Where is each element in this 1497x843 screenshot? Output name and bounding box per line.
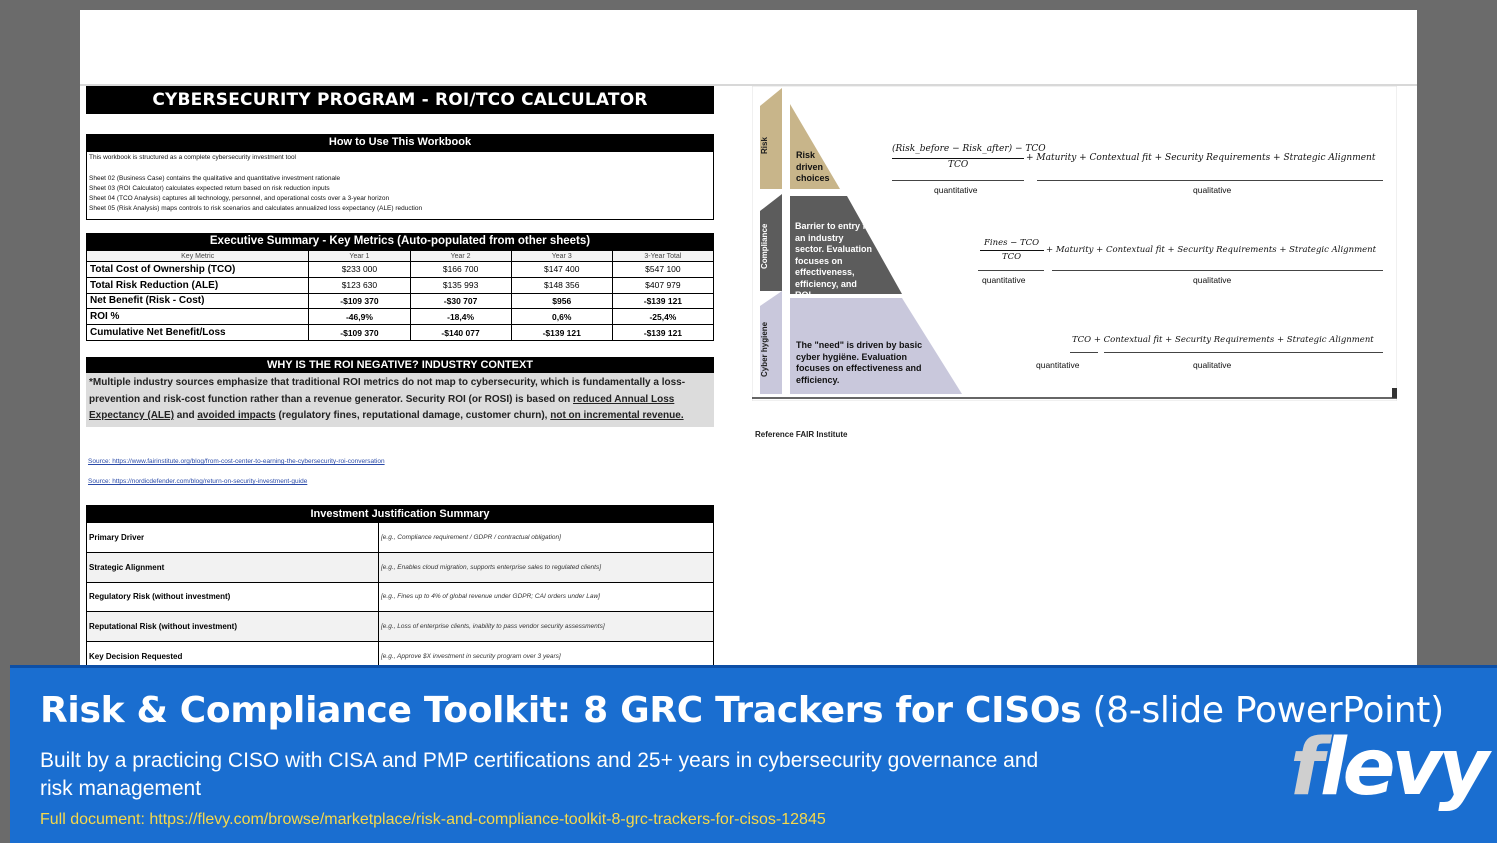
- metric-value: -$109 370: [309, 293, 410, 309]
- table-row: [87, 642, 714, 666]
- justification-key: Primary Driver: [87, 523, 379, 553]
- justification-key: Strategic Alignment: [87, 552, 379, 582]
- justification-value: [e.g., Enables cloud migration, supports enterprise sales to regulated clients]: [379, 552, 714, 582]
- metric-value: $147 400: [511, 262, 612, 278]
- quantitative-label: quantitative: [1036, 360, 1080, 370]
- why-underline: not on incremental revenue.: [550, 410, 684, 421]
- table-row: [87, 277, 714, 293]
- qualitative-label: qualitative: [1193, 360, 1232, 370]
- column-header: Year 1: [309, 251, 410, 262]
- metrics-table: [86, 250, 714, 341]
- justification-key: Key Decision Requested: [87, 642, 379, 666]
- formula-rest: + Maturity + Contextual fit + Security Requirements + Strategic Alignment: [1026, 153, 1376, 163]
- flevy-logo[interactable]: flevy: [1290, 723, 1486, 813]
- table-row: [87, 552, 714, 582]
- metric-value: -$139 121: [612, 325, 713, 341]
- bracket-line: [1070, 352, 1098, 353]
- formula-denominator: TCO: [948, 160, 969, 170]
- justification-value: [e.g., Approve $X investment in security program over 3 years]: [379, 642, 714, 666]
- metric-value: $956: [511, 293, 612, 309]
- why-underline: reduced Annual Loss Expectancy (ALE): [89, 393, 675, 421]
- formula-rest: + Maturity + Contextual fit + Security Requirements + Strategic Alignment: [1046, 245, 1377, 255]
- metric-value: 0,6%: [511, 309, 612, 325]
- why-text: *Multiple industry sources emphasize that traditional ROI metrics do not map to cybersecurity, which is fundamentally a loss-prevention and risk-cost function rather than a revenue generator. Security ROI (or ROSI) is based on: [89, 377, 686, 405]
- metric-value: -$30 707: [410, 293, 511, 309]
- compliance-tier-text: Barrier to entry for an industry sector. Evaluation focuses on effectiveness, efficiency, and ROI.: [795, 221, 875, 300]
- title-light: (8-slide PowerPoint): [1092, 690, 1444, 731]
- document-link[interactable]: Full document: https://flevy.com/browse/marketplace/risk-and-compliance-toolkit-8-grc-trackers-for-cisos-12845: [40, 811, 826, 828]
- workbook-title: CYBERSECURITY PROGRAM - ROI/TCO CALCULATOR: [86, 86, 714, 114]
- metric-value: $135 993: [410, 277, 511, 293]
- document-subtitle: Built by a practicing CISO with CISA and PMP certifications and 25+ years in cybersecurity governance and risk management: [40, 749, 1039, 800]
- bracket-line: [1104, 352, 1383, 353]
- justification-key: Regulatory Risk (without investment): [87, 582, 379, 612]
- howto-box: [86, 151, 714, 220]
- table-row: [87, 523, 714, 553]
- quantitative-label: quantitative: [982, 275, 1026, 285]
- metric-label: ROI %: [87, 309, 309, 325]
- column-header: 3-Year Total: [612, 251, 713, 262]
- bracket-line: [1052, 270, 1383, 271]
- metric-value: $407 979: [612, 277, 713, 293]
- side-label-compliance: Compliance: [760, 223, 769, 269]
- justification-value: [e.g., Loss of enterprise clients, inability to pass vendor security assessments]: [379, 612, 714, 642]
- metric-value: $123 630: [309, 277, 410, 293]
- why-underline: avoided impacts: [197, 410, 276, 421]
- metric-value: -$139 121: [612, 293, 713, 309]
- formula-numerator: Fines − TCO: [984, 238, 1040, 248]
- justification-table: [86, 522, 714, 666]
- why-explanation: [86, 373, 714, 427]
- why-text: (regulatory fines, reputational damage, customer churn),: [275, 410, 551, 421]
- executive-header: Executive Summary - Key Metrics (Auto-populated from other sheets): [86, 233, 714, 250]
- justification-key: Reputational Risk (without investment): [87, 612, 379, 642]
- bracket-line: [1037, 180, 1383, 181]
- footer-banner: [10, 665, 1497, 843]
- column-header: Key Metric: [87, 251, 309, 262]
- metric-value: -46,9%: [309, 309, 410, 325]
- side-label-risk: Risk: [760, 137, 769, 155]
- table-row: [87, 325, 714, 341]
- source-link[interactable]: Source: https://www.fairinstitute.org/blog/from-cost-center-to-earning-the-cybersecurity-roi-conversation: [88, 458, 385, 465]
- metric-value: $233 000: [309, 262, 410, 278]
- howto-header: How to Use This Workbook: [86, 134, 714, 151]
- roi-pyramid-diagram: [752, 86, 1397, 401]
- justification-header: Investment Justification Summary: [86, 505, 714, 522]
- side-label-hygiene: Cyber hygiene: [760, 321, 769, 377]
- bracket-line: [892, 180, 1024, 181]
- formula-denominator: TCO: [1002, 252, 1022, 262]
- why-text: and: [174, 410, 198, 421]
- table-row: [87, 612, 714, 642]
- hygiene-tier-text: The "need" is driven by basic cyber hygiëne. Evaluation focuses on effectiveness and efficiency.: [796, 340, 923, 385]
- justification-value: [e.g., Fines up to 4% of global revenue under GDPR; CAI orders under Law]: [379, 582, 714, 612]
- title-bold: Risk & Compliance Toolkit: 8 GRC Trackers for CISOs: [40, 690, 1082, 731]
- table-row: [87, 293, 714, 309]
- metric-value: $148 356: [511, 277, 612, 293]
- howto-line: Sheet 04 (TCO Analysis) captures all technology, personnel, and operational costs over a 3-year horizon: [89, 195, 390, 202]
- howto-line: Sheet 03 (ROI Calculator) calculates expected return based on risk reduction inputs: [89, 185, 330, 192]
- quantitative-label: quantitative: [934, 185, 978, 195]
- column-header: Year 2: [410, 251, 511, 262]
- table-row: [87, 262, 714, 278]
- metric-value: -$139 121: [511, 325, 612, 341]
- justification-value: [e.g., Compliance requirement / GDPR / contractual obligation]: [379, 523, 714, 553]
- metric-value: $166 700: [410, 262, 511, 278]
- metric-value: -$140 077: [410, 325, 511, 341]
- reference-note: Reference FAIR Institute: [755, 430, 848, 439]
- document-title: [40, 690, 1444, 731]
- howto-line: This workbook is structured as a complete cybersecurity investment tool: [89, 154, 297, 161]
- formula-text: TCO + Contextual fit + Security Requirements + Strategic Alignment: [1072, 335, 1374, 345]
- document-preview: [80, 10, 1417, 666]
- metric-value: -18,4%: [410, 309, 511, 325]
- howto-line: Sheet 02 (Business Case) contains the qualitative and quantitative investment rationale: [89, 175, 341, 182]
- risk-tier-text: Risk driven choices: [796, 150, 830, 183]
- metric-label: Cumulative Net Benefit/Loss: [87, 325, 309, 341]
- metric-label: Total Risk Reduction (ALE): [87, 277, 309, 293]
- metric-value: -$109 370: [309, 325, 410, 341]
- qualitative-label: qualitative: [1193, 275, 1232, 285]
- footer-divider: [10, 665, 1497, 668]
- source-link[interactable]: Source: https://nordicdefender.com/blog/return-on-security-investment-guide: [88, 478, 308, 485]
- why-header: WHY IS THE ROI NEGATIVE? INDUSTRY CONTEXT: [86, 357, 714, 374]
- fraction-bar: [892, 158, 1024, 159]
- qualitative-label: qualitative: [1193, 185, 1232, 195]
- metric-value: $547 100: [612, 262, 713, 278]
- metric-value: -25,4%: [612, 309, 713, 325]
- column-header: Year 3: [511, 251, 612, 262]
- formula-numerator: (Risk_before − Risk_after) − TCO: [892, 144, 1046, 154]
- fraction-bar: [980, 250, 1044, 251]
- table-row: [87, 582, 714, 612]
- howto-line: Sheet 05 (Risk Analysis) maps controls to risk scenarios and calculates annualized loss expectancy (ALE) reduction: [89, 205, 423, 212]
- table-row: [87, 309, 714, 325]
- metric-label: Total Cost of Ownership (TCO): [87, 262, 309, 278]
- bracket-line: [978, 270, 1044, 271]
- metric-label: Net Benefit (Risk - Cost): [87, 293, 309, 309]
